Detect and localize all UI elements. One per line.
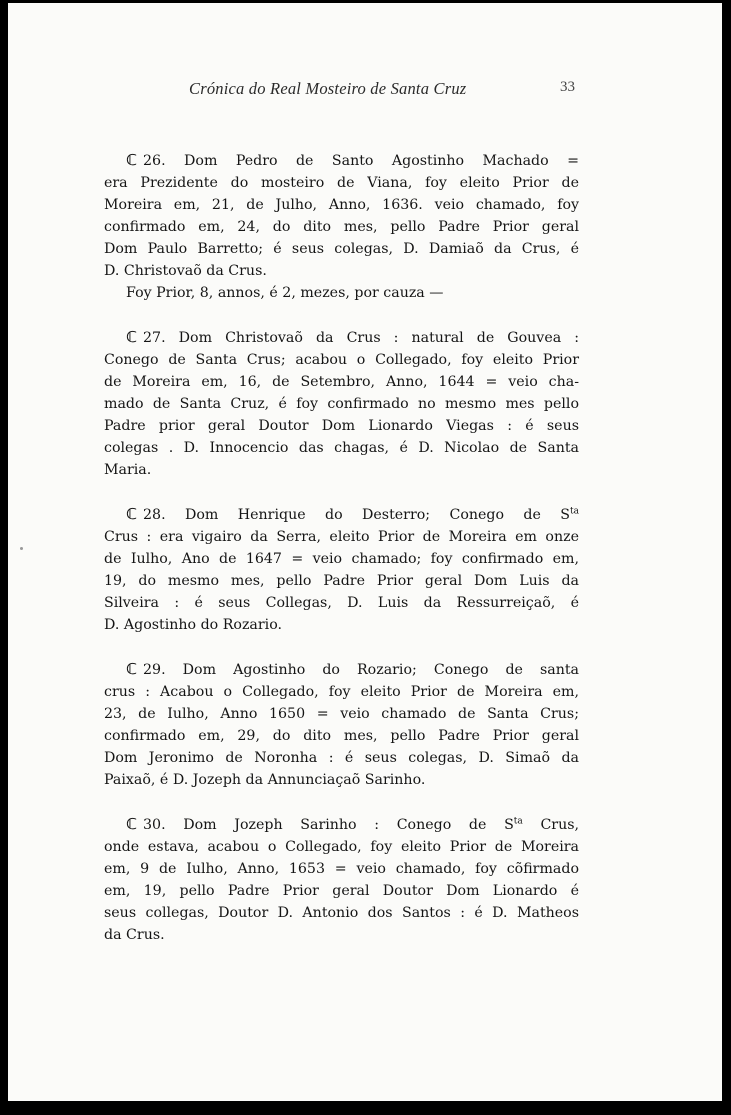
entry-line xyxy=(104,326,579,349)
entry-line: D. Christovaõ da Crus. xyxy=(104,263,267,279)
paragraph-mark-icon: ℂ xyxy=(126,815,138,833)
entry-line: Dom Jeronimo de Noronha : é seus colegas, D. Simaõ da xyxy=(104,750,579,766)
entry-line: Dom Paulo Barretto; é seus colegas, D. Damiaõ da Crus, é xyxy=(104,241,579,257)
scan-speck xyxy=(20,547,23,550)
entry-line: colegas . D. Innocencio das chagas, é D. Nicolao de Santa xyxy=(104,440,579,456)
paragraph-mark-icon: ℂ xyxy=(126,660,138,678)
running-header xyxy=(8,79,722,103)
paragraph-mark-icon: ℂ xyxy=(126,151,138,169)
superscript: ta xyxy=(570,506,579,517)
paragraph-mark-icon: ℂ xyxy=(126,328,138,346)
entry-28 xyxy=(104,503,579,636)
entry-29 xyxy=(104,658,579,791)
entry-text: Dom Agostinho do Rozario; Conego de santa xyxy=(182,662,580,678)
entry-number: 26. xyxy=(143,153,166,169)
entry-line: seus collegas, Doutor D. Antonio dos Santos : é D. Matheos xyxy=(104,905,579,921)
entry-line: confirmado em, 29, do dito mes, pello Padre Prior geral xyxy=(104,728,579,744)
entry-text-tail: Crus, xyxy=(522,817,580,833)
entry-number: 30. xyxy=(143,817,166,833)
entry-line xyxy=(104,503,579,526)
entry-line: em, 9 de Iulho, Anno, 1653 = veio chamado, foy cõfirmado xyxy=(104,861,579,877)
entry-line: Silveira : é seus Collegas, D. Luis da Ressurreiçaõ, é xyxy=(104,595,579,611)
entry-line xyxy=(104,813,579,836)
paragraph-mark-icon: ℂ xyxy=(126,505,138,523)
entry-line: 19, do mesmo mes, pello Padre Prior geral Dom Luis da xyxy=(104,573,579,589)
entry-line: Crus : era vigairo da Serra, eleito Prior de Moreira em onze xyxy=(104,529,579,545)
entry-line: confirmado em, 24, do dito mes, pello Padre Prior geral xyxy=(104,219,579,235)
entry-line: Moreira em, 21, de Julho, Anno, 1636. veio chamado, foy xyxy=(104,197,579,213)
entry-30 xyxy=(104,813,579,946)
entry-extra-line: Foy Prior, 8, annos, é 2, mezes, por cauza — xyxy=(126,285,444,301)
entry-27 xyxy=(104,326,579,481)
entry-line: Conego de Santa Crus; acabou o Collegado, foy eleito Prior xyxy=(104,352,579,368)
entry-text: Dom Pedro de Santo Agostinho Machado = xyxy=(184,153,579,169)
entry-line: em, 19, pello Padre Prior geral Doutor Dom Lionardo é xyxy=(104,883,579,899)
body-text xyxy=(104,149,579,968)
entry-line: D. Agostinho do Rozario. xyxy=(104,617,283,633)
entry-line: onde estava, acabou o Collegado, foy eleito Prior de Moreira xyxy=(104,839,579,855)
entry-number: 27. xyxy=(143,330,166,346)
entry-line xyxy=(104,658,579,681)
entry-26 xyxy=(104,149,579,304)
entry-line: mado de Santa Cruz, é foy confirmado no mesmo mes pello xyxy=(104,396,579,412)
entry-number: 29. xyxy=(143,662,166,678)
entry-line: Maria. xyxy=(104,462,152,478)
entry-line: de Moreira em, 16, de Setembro, Anno, 1644 = veio cha- xyxy=(104,374,579,390)
superscript: ta xyxy=(513,816,523,827)
entry-line: era Prezidente do mosteiro de Viana, foy eleito Prior de xyxy=(104,175,579,191)
book-page xyxy=(8,3,722,1101)
page-number: 33 xyxy=(560,79,575,95)
header-title: Crónica do Real Mosteiro de Santa Cruz xyxy=(189,79,467,98)
entry-line xyxy=(104,149,579,172)
entry-line: de Iulho, Ano de 1647 = veio chamado; foy confirmado em, xyxy=(104,551,579,567)
entry-line: da Crus. xyxy=(104,927,165,943)
entry-text: Dom Christovaõ da Crus : natural de Gouvea : xyxy=(178,330,580,346)
entry-line: 23, de Iulho, Anno 1650 = veio chamado de Santa Crus; xyxy=(104,706,579,722)
entry-line: crus : Acabou o Collegado, foy eleito Prior de Moreira em, xyxy=(104,684,579,700)
entry-number: 28. xyxy=(143,507,166,523)
entry-text: Dom Jozeph Sarinho : Conego de S xyxy=(183,817,514,833)
entry-text: Dom Henrique do Desterro; Conego de S xyxy=(185,507,571,523)
entry-line: Padre prior geral Doutor Dom Lionardo Viegas : é seus xyxy=(104,418,579,434)
entry-line: Paixaõ, é D. Jozeph da Annunciaçaõ Sarinho. xyxy=(104,772,426,788)
